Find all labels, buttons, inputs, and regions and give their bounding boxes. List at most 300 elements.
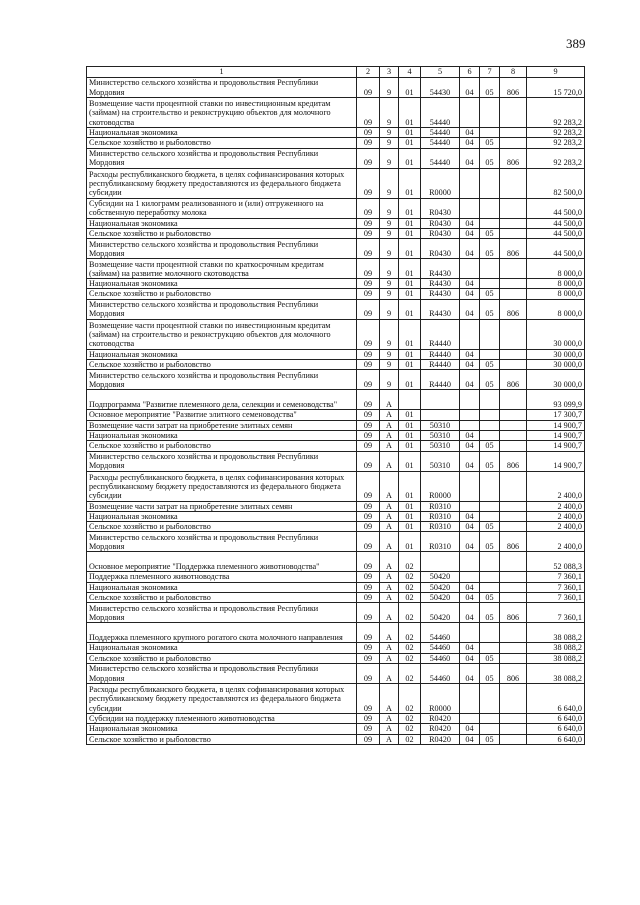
code-cell-6: 04: [460, 279, 480, 289]
code-cell-3: 9: [380, 78, 399, 98]
row-name-cell: Поддержка племенного животноводства: [87, 572, 357, 582]
column-header: 7: [480, 67, 500, 78]
code-cell-2: 09: [357, 663, 380, 683]
code-cell-3: А: [380, 420, 399, 430]
code-cell-6: 04: [460, 532, 480, 552]
code-cell-3: А: [380, 593, 399, 603]
code-cell-6: 04: [460, 360, 480, 370]
code-cell-6: 04: [460, 603, 480, 623]
table-row: [87, 218, 585, 228]
code-cell-4: 01: [399, 451, 421, 471]
code-cell-8: [500, 289, 527, 299]
code-cell-4: 02: [399, 623, 421, 643]
code-cell-7: 05: [480, 522, 500, 532]
code-cell-2: 09: [357, 78, 380, 98]
amount-cell: 92 283,2: [527, 138, 585, 148]
code-cell-4: 01: [399, 218, 421, 228]
row-name-cell: Возмещение части затрат на приобретение элитных семян: [87, 501, 357, 511]
code-cell-8: [500, 441, 527, 451]
code-cell-6: 04: [460, 349, 480, 359]
code-cell-5: [421, 552, 460, 572]
code-cell-7: [480, 198, 500, 218]
code-cell-2: 09: [357, 168, 380, 198]
code-cell-2: 09: [357, 239, 380, 259]
table-row: [87, 441, 585, 451]
code-cell-2: 09: [357, 653, 380, 663]
code-cell-6: [460, 420, 480, 430]
code-cell-5: R0310: [421, 532, 460, 552]
code-cell-8: 806: [500, 603, 527, 623]
row-name-cell: Расходы республиканского бюджета, в целях софинансирования которых республиканскому бюджету предоставляются из федерального бюджета субсидии: [87, 471, 357, 501]
code-cell-5: R4430: [421, 289, 460, 299]
code-cell-5: 50420: [421, 582, 460, 592]
page-number: 389: [566, 36, 586, 51]
code-cell-4: 01: [399, 128, 421, 138]
table-row: [87, 78, 585, 98]
amount-cell: 92 283,2: [527, 98, 585, 128]
table-row: [87, 289, 585, 299]
amount-cell: 2 400,0: [527, 522, 585, 532]
code-cell-5: 50420: [421, 593, 460, 603]
code-cell-5: R4430: [421, 279, 460, 289]
table-row: [87, 148, 585, 168]
row-name-cell: Сельское хозяйство и рыболовство: [87, 441, 357, 451]
code-cell-3: 9: [380, 148, 399, 168]
row-name-cell: Министерство сельского хозяйства и продовольствия Республики Мордовия: [87, 148, 357, 168]
code-cell-6: [460, 98, 480, 128]
table-row: [87, 552, 585, 572]
code-cell-3: А: [380, 663, 399, 683]
code-cell-4: 01: [399, 78, 421, 98]
code-cell-3: А: [380, 734, 399, 744]
code-cell-2: 09: [357, 289, 380, 299]
amount-cell: 30 000,0: [527, 349, 585, 359]
code-cell-2: 09: [357, 420, 380, 430]
code-cell-4: 02: [399, 572, 421, 582]
code-cell-8: [500, 623, 527, 643]
code-cell-7: [480, 430, 500, 440]
code-cell-7: [480, 349, 500, 359]
table-row: [87, 128, 585, 138]
code-cell-2: 09: [357, 522, 380, 532]
row-name-cell: Подпрограмма "Развитие племенного дела, селекции и семеноводства": [87, 390, 357, 410]
code-cell-4: 01: [399, 360, 421, 370]
code-cell-7: [480, 724, 500, 734]
amount-cell: 44 500,0: [527, 218, 585, 228]
table-row: [87, 138, 585, 148]
table-row: [87, 430, 585, 440]
code-cell-7: 05: [480, 148, 500, 168]
code-cell-2: 09: [357, 138, 380, 148]
code-cell-6: [460, 168, 480, 198]
code-cell-8: [500, 572, 527, 582]
code-cell-3: 9: [380, 138, 399, 148]
table-row: [87, 471, 585, 501]
row-name-cell: Национальная экономика: [87, 218, 357, 228]
code-cell-6: 04: [460, 228, 480, 238]
code-cell-8: [500, 259, 527, 279]
amount-cell: 14 900,7: [527, 430, 585, 440]
table-row: [87, 713, 585, 723]
code-cell-2: 09: [357, 98, 380, 128]
code-cell-8: [500, 138, 527, 148]
code-cell-4: 01: [399, 430, 421, 440]
code-cell-2: 09: [357, 623, 380, 643]
code-cell-2: 09: [357, 501, 380, 511]
amount-cell: 8 000,0: [527, 289, 585, 299]
code-cell-7: [480, 501, 500, 511]
table-row: [87, 643, 585, 653]
amount-cell: 38 088,2: [527, 663, 585, 683]
code-cell-7: [480, 410, 500, 420]
table-row: [87, 370, 585, 390]
code-cell-8: 806: [500, 663, 527, 683]
code-cell-8: [500, 734, 527, 744]
code-cell-6: 04: [460, 734, 480, 744]
code-cell-6: [460, 713, 480, 723]
code-cell-3: А: [380, 410, 399, 420]
code-cell-6: [460, 501, 480, 511]
code-cell-6: 04: [460, 593, 480, 603]
code-cell-8: [500, 168, 527, 198]
code-cell-5: R4440: [421, 370, 460, 390]
code-cell-4: 02: [399, 683, 421, 713]
code-cell-8: [500, 683, 527, 713]
code-cell-4: 01: [399, 370, 421, 390]
code-cell-5: 50310: [421, 441, 460, 451]
code-cell-6: [460, 259, 480, 279]
table-row: [87, 603, 585, 623]
code-cell-3: А: [380, 552, 399, 572]
table-row: [87, 522, 585, 532]
code-cell-2: 09: [357, 734, 380, 744]
code-cell-8: [500, 390, 527, 410]
code-cell-5: R0000: [421, 168, 460, 198]
row-name-cell: Сельское хозяйство и рыболовство: [87, 734, 357, 744]
row-name-cell: Сельское хозяйство и рыболовство: [87, 228, 357, 238]
code-cell-5: 50420: [421, 572, 460, 582]
code-cell-5: R0430: [421, 228, 460, 238]
column-header: 4: [399, 67, 421, 78]
code-cell-5: 50310: [421, 430, 460, 440]
code-cell-5: 50420: [421, 603, 460, 623]
code-cell-5: R0310: [421, 522, 460, 532]
code-cell-8: 806: [500, 532, 527, 552]
code-cell-4: 01: [399, 279, 421, 289]
column-header: 2: [357, 67, 380, 78]
code-cell-8: 806: [500, 451, 527, 471]
code-cell-8: [500, 198, 527, 218]
column-header: 8: [500, 67, 527, 78]
code-cell-3: 9: [380, 239, 399, 259]
amount-cell: 92 283,2: [527, 128, 585, 138]
table-row: [87, 319, 585, 349]
amount-cell: 82 500,0: [527, 168, 585, 198]
code-cell-6: 04: [460, 511, 480, 521]
column-header: 1: [87, 67, 357, 78]
code-cell-4: 01: [399, 420, 421, 430]
row-name-cell: Министерство сельского хозяйства и продовольствия Республики Мордовия: [87, 663, 357, 683]
code-cell-2: 09: [357, 552, 380, 572]
code-cell-7: 05: [480, 228, 500, 238]
code-cell-2: 09: [357, 582, 380, 592]
code-cell-7: [480, 713, 500, 723]
code-cell-2: 09: [357, 128, 380, 138]
code-cell-6: 04: [460, 430, 480, 440]
amount-cell: 44 500,0: [527, 198, 585, 218]
code-cell-5: [421, 410, 460, 420]
table-row: [87, 349, 585, 359]
code-cell-8: [500, 511, 527, 521]
code-cell-5: 54440: [421, 138, 460, 148]
code-cell-2: 09: [357, 279, 380, 289]
code-cell-7: 05: [480, 653, 500, 663]
code-cell-3: 9: [380, 198, 399, 218]
code-cell-2: 09: [357, 228, 380, 238]
code-cell-7: [480, 471, 500, 501]
amount-cell: 2 400,0: [527, 511, 585, 521]
code-cell-6: 04: [460, 218, 480, 228]
code-cell-2: 09: [357, 299, 380, 319]
code-cell-3: А: [380, 643, 399, 653]
amount-cell: 15 720,0: [527, 78, 585, 98]
amount-cell: 7 360,1: [527, 582, 585, 592]
code-cell-8: 806: [500, 370, 527, 390]
header-row: [87, 67, 585, 78]
code-cell-7: [480, 259, 500, 279]
column-header: 5: [421, 67, 460, 78]
code-cell-4: [399, 390, 421, 410]
amount-cell: 7 360,1: [527, 603, 585, 623]
code-cell-7: 05: [480, 360, 500, 370]
row-name-cell: Возмещение части процентной ставки по инвестиционным кредитам (займам) на строительство и реконструкцию объектов для молочного скотоводства: [87, 319, 357, 349]
column-header: 6: [460, 67, 480, 78]
code-cell-2: 09: [357, 349, 380, 359]
table-row: [87, 259, 585, 279]
code-cell-4: 01: [399, 259, 421, 279]
code-cell-7: [480, 623, 500, 643]
code-cell-3: А: [380, 451, 399, 471]
code-cell-8: [500, 643, 527, 653]
code-cell-2: 09: [357, 218, 380, 228]
table-row: [87, 410, 585, 420]
row-name-cell: Расходы республиканского бюджета, в целях софинансирования которых республиканскому бюджету предоставляются из федерального бюджета субсидии: [87, 683, 357, 713]
amount-cell: 44 500,0: [527, 228, 585, 238]
code-cell-8: [500, 128, 527, 138]
amount-cell: 2 400,0: [527, 532, 585, 552]
amount-cell: 93 099,9: [527, 390, 585, 410]
code-cell-3: 9: [380, 98, 399, 128]
code-cell-8: [500, 319, 527, 349]
code-cell-5: 54460: [421, 653, 460, 663]
code-cell-3: 9: [380, 279, 399, 289]
amount-cell: 6 640,0: [527, 724, 585, 734]
code-cell-3: 9: [380, 289, 399, 299]
code-cell-4: 01: [399, 410, 421, 420]
code-cell-3: А: [380, 683, 399, 713]
code-cell-3: А: [380, 603, 399, 623]
table-row: [87, 228, 585, 238]
row-name-cell: Сельское хозяйство и рыболовство: [87, 653, 357, 663]
code-cell-8: [500, 420, 527, 430]
code-cell-5: R0420: [421, 713, 460, 723]
table-row: [87, 239, 585, 259]
code-cell-2: 09: [357, 360, 380, 370]
row-name-cell: Национальная экономика: [87, 582, 357, 592]
code-cell-2: 09: [357, 410, 380, 420]
row-name-cell: Возмещение части процентной ставки по краткосрочным кредитам (займам) на развитие молочного скотоводства: [87, 259, 357, 279]
table-row: [87, 653, 585, 663]
code-cell-6: 04: [460, 522, 480, 532]
row-name-cell: Министерство сельского хозяйства и продовольствия Республики Мордовия: [87, 532, 357, 552]
row-name-cell: Министерство сельского хозяйства и продовольствия Республики Мордовия: [87, 451, 357, 471]
code-cell-7: [480, 683, 500, 713]
code-cell-8: [500, 653, 527, 663]
code-cell-2: 09: [357, 390, 380, 410]
code-cell-5: 54460: [421, 643, 460, 653]
amount-cell: 6 640,0: [527, 734, 585, 744]
code-cell-7: 05: [480, 299, 500, 319]
code-cell-7: 05: [480, 239, 500, 259]
code-cell-4: 02: [399, 653, 421, 663]
code-cell-8: [500, 430, 527, 440]
code-cell-2: 09: [357, 713, 380, 723]
code-cell-7: [480, 511, 500, 521]
amount-cell: 8 000,0: [527, 299, 585, 319]
code-cell-8: [500, 410, 527, 420]
amount-cell: 2 400,0: [527, 471, 585, 501]
code-cell-7: [480, 643, 500, 653]
amount-cell: 8 000,0: [527, 279, 585, 289]
code-cell-3: А: [380, 572, 399, 582]
code-cell-6: 04: [460, 78, 480, 98]
code-cell-4: 01: [399, 532, 421, 552]
table-row: [87, 299, 585, 319]
code-cell-3: 9: [380, 228, 399, 238]
code-cell-5: R4430: [421, 299, 460, 319]
row-name-cell: Сельское хозяйство и рыболовство: [87, 522, 357, 532]
code-cell-5: 54430: [421, 78, 460, 98]
row-name-cell: Поддержка племенного крупного рогатого скота молочного направления: [87, 623, 357, 643]
code-cell-3: 9: [380, 259, 399, 279]
code-cell-5: R0430: [421, 198, 460, 218]
code-cell-6: [460, 410, 480, 420]
code-cell-6: [460, 319, 480, 349]
table-row: [87, 279, 585, 289]
code-cell-3: 9: [380, 349, 399, 359]
row-name-cell: Основное мероприятие "Поддержка племенного животноводства": [87, 552, 357, 572]
code-cell-7: 05: [480, 603, 500, 623]
code-cell-4: 01: [399, 522, 421, 532]
code-cell-6: 04: [460, 239, 480, 259]
code-cell-7: 05: [480, 78, 500, 98]
table-row: [87, 593, 585, 603]
row-name-cell: Сельское хозяйство и рыболовство: [87, 138, 357, 148]
row-name-cell: Национальная экономика: [87, 349, 357, 359]
code-cell-6: 04: [460, 128, 480, 138]
code-cell-5: R4440: [421, 360, 460, 370]
row-name-cell: Национальная экономика: [87, 511, 357, 521]
code-cell-2: 09: [357, 441, 380, 451]
code-cell-4: 01: [399, 138, 421, 148]
code-cell-4: 01: [399, 299, 421, 319]
code-cell-6: 04: [460, 138, 480, 148]
code-cell-2: 09: [357, 532, 380, 552]
code-cell-6: 04: [460, 370, 480, 390]
code-cell-8: [500, 501, 527, 511]
code-cell-4: 02: [399, 552, 421, 572]
code-cell-7: 05: [480, 734, 500, 744]
code-cell-3: А: [380, 724, 399, 734]
code-cell-3: А: [380, 471, 399, 501]
code-cell-7: [480, 98, 500, 128]
code-cell-6: 04: [460, 441, 480, 451]
code-cell-7: [480, 582, 500, 592]
row-name-cell: Министерство сельского хозяйства и продовольствия Республики Мордовия: [87, 299, 357, 319]
row-name-cell: Субсидии на поддержку племенного животноводства: [87, 713, 357, 723]
code-cell-4: 01: [399, 501, 421, 511]
code-cell-2: 09: [357, 319, 380, 349]
code-cell-2: 09: [357, 259, 380, 279]
code-cell-3: 9: [380, 299, 399, 319]
code-cell-6: 04: [460, 148, 480, 168]
code-cell-5: 54460: [421, 623, 460, 643]
code-cell-5: R0000: [421, 471, 460, 501]
code-cell-6: [460, 198, 480, 218]
code-cell-8: [500, 593, 527, 603]
code-cell-3: А: [380, 532, 399, 552]
code-cell-3: А: [380, 623, 399, 643]
row-name-cell: Министерство сельского хозяйства и продовольствия Республики Мордовия: [87, 78, 357, 98]
code-cell-7: 05: [480, 441, 500, 451]
code-cell-4: 01: [399, 168, 421, 198]
table-row: [87, 168, 585, 198]
table-row: [87, 572, 585, 582]
amount-cell: 14 900,7: [527, 441, 585, 451]
code-cell-6: 04: [460, 299, 480, 319]
row-name-cell: Национальная экономика: [87, 279, 357, 289]
code-cell-4: 01: [399, 319, 421, 349]
code-cell-4: 01: [399, 148, 421, 168]
code-cell-5: R0420: [421, 724, 460, 734]
code-cell-3: 9: [380, 128, 399, 138]
code-cell-6: 04: [460, 289, 480, 299]
code-cell-8: [500, 349, 527, 359]
code-cell-2: 09: [357, 148, 380, 168]
code-cell-3: А: [380, 501, 399, 511]
amount-cell: 6 640,0: [527, 683, 585, 713]
column-header: 9: [527, 67, 585, 78]
amount-cell: 44 500,0: [527, 239, 585, 259]
code-cell-5: 54440: [421, 98, 460, 128]
code-cell-4: 02: [399, 713, 421, 723]
code-cell-3: 9: [380, 168, 399, 198]
row-name-cell: Сельское хозяйство и рыболовство: [87, 360, 357, 370]
code-cell-3: А: [380, 713, 399, 723]
amount-cell: 30 000,0: [527, 360, 585, 370]
code-cell-4: 01: [399, 511, 421, 521]
code-cell-4: 01: [399, 441, 421, 451]
code-cell-3: 9: [380, 218, 399, 228]
row-name-cell: Возмещение части процентной ставки по инвестиционным кредитам (займам) на строительство и реконструкцию объектов для молочного скотоводства: [87, 98, 357, 128]
code-cell-6: [460, 471, 480, 501]
code-cell-2: 09: [357, 451, 380, 471]
row-name-cell: Расходы республиканского бюджета, в целях софинансирования которых республиканскому бюджету предоставляются из федерального бюджета субсидии: [87, 168, 357, 198]
code-cell-7: [480, 279, 500, 289]
code-cell-6: [460, 623, 480, 643]
code-cell-7: [480, 390, 500, 410]
code-cell-6: [460, 683, 480, 713]
